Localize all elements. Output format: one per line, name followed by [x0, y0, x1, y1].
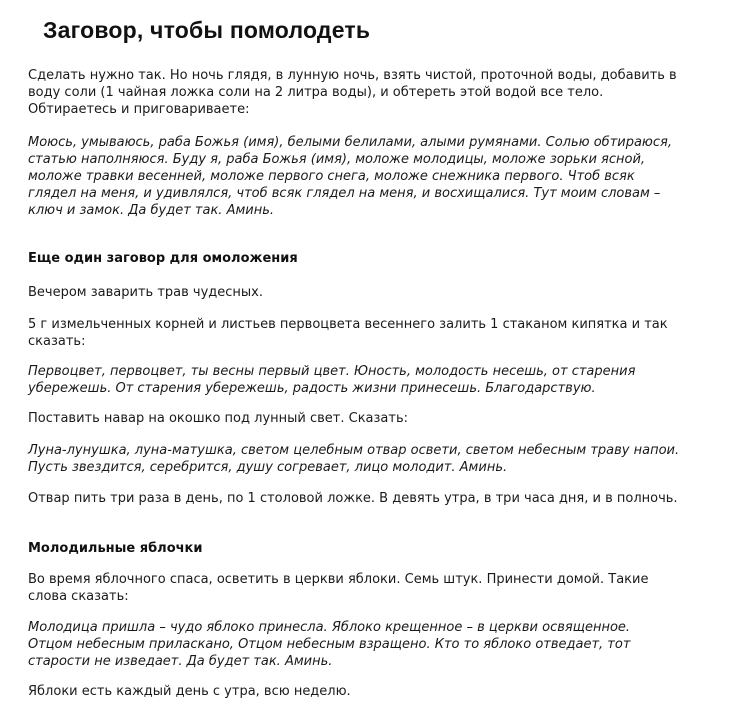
text-line: Первоцвет, первоцвет, ты весны первый цвет. Юность, молодость несешь, от старения — [28, 364, 636, 379]
intro-paragraph — [28, 67, 677, 118]
paragraph — [28, 316, 668, 350]
section-heading: Еще один заговор для омоложения — [28, 251, 298, 266]
paragraph — [28, 571, 648, 605]
text-line: Обтираетесь и приговариваете: — [28, 102, 250, 117]
text-line: Отвар пить три раза в день, по 1 столовой ложке. В девять утра, в три часа дня, и в полночь. — [28, 491, 678, 506]
text-line: Сделать нужно так. Но ночь глядя, в лунную ночь, взять чистой, проточной воды, добавить в — [28, 68, 677, 83]
text-line: Вечером заварить трав чудесных. — [28, 285, 263, 300]
paragraph — [28, 284, 263, 301]
spell-paragraph — [28, 134, 672, 219]
text-line: Отцом небесным приласкано, Отцом небесным взращено. Кто то яблоко отведает, тот — [28, 637, 631, 652]
text-line: воду соли (1 чайная ложка соли на 2 литра воды), и обтереть этой водой все тело. — [28, 85, 604, 100]
text-line: 5 г измельченных корней и листьев первоцвета весеннего залить 1 стаканом кипятка и так — [28, 317, 668, 332]
text-line: Пусть звездится, серебрится, душу согревает, лицо молодит. Аминь. — [28, 460, 508, 475]
paragraph — [28, 410, 408, 427]
text-line: Яблоки есть каждый день с утра, всю неделю. — [28, 684, 351, 699]
text-line: старости не изведает. Да будет так. Аминь. — [28, 654, 333, 669]
text-line: убережешь. От старения убережешь, радость жизни принесешь. Благодарствую. — [28, 381, 596, 396]
text-line: Во время яблочного спаса, осветить в церкви яблоки. Семь штук. Принести домой. Такие — [28, 572, 649, 587]
spell-paragraph — [28, 442, 679, 476]
paragraph — [28, 490, 678, 507]
paragraph — [28, 683, 351, 700]
text-line: статью наполняюся. Буду я, раба Божья (имя), моложе молодицы, моложе зорьки ясной, — [28, 152, 646, 167]
text-line: Моюсь, умываюсь, раба Божья (имя), белыми белилами, алыми румянами. Солью обтираюся, — [28, 135, 672, 150]
text-line: Луна-лунушка, луна-матушка, светом целебным отвар освети, светом небесным траву напои. — [28, 443, 680, 458]
text-line: Молодица пришла – чудо яблоко принесла. Яблоко крещенное – в церкви освященное. — [28, 620, 631, 635]
spell-paragraph — [28, 619, 630, 670]
text-line: глядел на меня, и удивлялся, чтоб всяк глядел на меня, и восхищалися. Тут моим словам – — [28, 186, 661, 201]
text-line: сказать: — [28, 334, 86, 349]
text-line: Поставить навар на окошко под лунный свет. Сказать: — [28, 411, 409, 426]
text-line: ключ и замок. Да будет так. Аминь. — [28, 203, 275, 218]
text-line: моложе травки весенней, моложе первого снега, моложе снежника первого. Чтоб всяк — [28, 169, 635, 184]
page-title: Заговор, чтобы помолодеть — [43, 17, 371, 43]
section-heading: Молодильные яблочки — [28, 541, 203, 556]
text-line: слова сказать: — [28, 589, 129, 604]
spell-paragraph — [28, 363, 635, 397]
